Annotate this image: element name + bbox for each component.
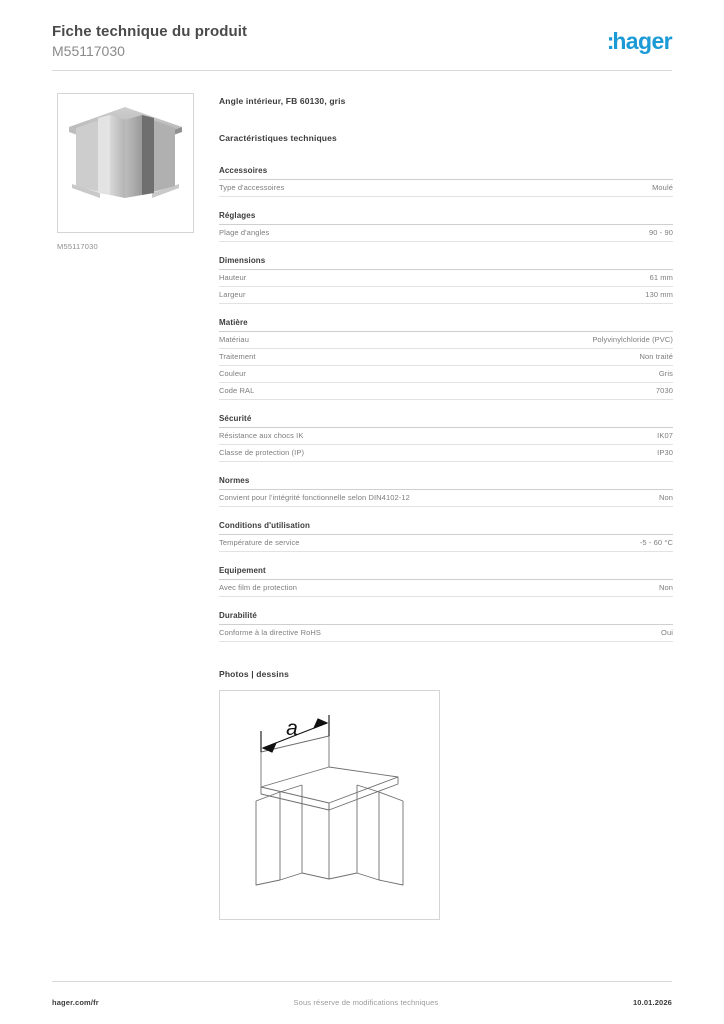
logo-wordmark: hager — [612, 28, 672, 54]
footer-divider — [52, 981, 672, 982]
spec-group — [219, 255, 673, 304]
spec-label: Avec film de protection — [219, 583, 298, 592]
spec-value: 61 mm — [649, 273, 673, 282]
spec-group-header: Durabilité — [219, 610, 673, 625]
spec-row — [219, 332, 673, 349]
spec-value: Non traité — [639, 352, 673, 361]
footer-date: 10.01.2026 — [632, 998, 672, 1007]
spec-row — [219, 366, 673, 383]
page-reference: M55117030 — [52, 43, 125, 59]
spec-group — [219, 165, 673, 197]
hager-logo[interactable] — [607, 28, 672, 54]
spec-label: Conforme à la directive RoHS — [219, 628, 322, 637]
spec-group — [219, 475, 673, 507]
spec-group-header: Accessoires — [219, 165, 673, 180]
spec-group-header: Sécurité — [219, 413, 673, 428]
page-title: Fiche technique du produit — [52, 23, 248, 40]
spec-label: Convient pour l'intégrité fonctionnelle selon DIN4102-12 — [219, 493, 410, 502]
spec-row — [219, 225, 673, 242]
spec-value: IP30 — [657, 448, 673, 457]
spec-value: IK07 — [657, 431, 673, 440]
spec-label: Résistance aux chocs IK — [219, 431, 304, 440]
spec-group-header: Normes — [219, 475, 673, 490]
spec-row — [219, 535, 673, 552]
spec-value: Non — [658, 583, 673, 592]
spec-row — [219, 287, 673, 304]
spec-label: Type d'accessoires — [219, 183, 285, 192]
specs-section-title: Caractéristiques techniques — [219, 133, 337, 143]
spec-row — [219, 180, 673, 197]
logo-colon-icon: : — [606, 28, 613, 54]
spec-row — [219, 625, 673, 642]
spec-group — [219, 317, 673, 400]
spec-value: Gris — [658, 369, 673, 378]
spec-value: 130 mm — [645, 290, 673, 299]
drawings-section-title: Photos | dessins — [219, 669, 289, 679]
spec-group-header: Conditions d'utilisation — [219, 520, 673, 535]
spec-row — [219, 383, 673, 400]
spec-row — [219, 270, 673, 287]
thumbnail-caption: M55117030 — [57, 242, 98, 251]
spec-label: Classe de protection (IP) — [219, 448, 305, 457]
spec-row — [219, 490, 673, 507]
spec-row — [219, 580, 673, 597]
spec-value: Polyvinylchloride (PVC) — [592, 335, 673, 344]
specifications-table — [219, 165, 673, 642]
product-name: Angle intérieur, FB 60130, gris — [219, 96, 346, 106]
spec-value: 7030 — [655, 386, 673, 395]
spec-label: Hauteur — [219, 273, 247, 282]
spec-label: Couleur — [219, 369, 246, 378]
spec-row — [219, 428, 673, 445]
main-content-column — [219, 95, 673, 920]
spec-row — [219, 349, 673, 366]
spec-value: Moulé — [652, 183, 673, 192]
spec-group — [219, 610, 673, 642]
spec-group-header: Dimensions — [219, 255, 673, 270]
spec-label: Température de service — [219, 538, 300, 547]
spec-group-header: Equipement — [219, 565, 673, 580]
page-header — [52, 22, 672, 60]
spec-label: Traitement — [219, 352, 256, 361]
spec-group — [219, 413, 673, 462]
product-thumbnail-frame[interactable] — [57, 93, 194, 233]
product-thumbnail-block — [57, 93, 194, 251]
spec-value: Oui — [661, 628, 673, 637]
spec-label: Code RAL — [219, 386, 255, 395]
spec-group — [219, 565, 673, 597]
spec-value: 90 - 90 — [648, 228, 673, 237]
page-footer — [52, 998, 672, 1007]
dimension-label-a: a — [286, 717, 298, 740]
product-photo-icon — [58, 94, 193, 232]
spec-label: Largeur — [219, 290, 246, 299]
header-divider — [52, 70, 672, 71]
technical-drawing-frame[interactable] — [219, 690, 440, 920]
spec-group — [219, 520, 673, 552]
spec-group — [219, 210, 673, 242]
footer-disclaimer: Sous réserve de modifications techniques — [293, 998, 439, 1007]
spec-value: -5 - 60 °C — [639, 538, 673, 547]
spec-row — [219, 445, 673, 462]
spec-group-header: Matière — [219, 317, 673, 332]
footer-website-link[interactable]: hager.com/fr — [52, 998, 99, 1007]
spec-value: Non — [658, 493, 673, 502]
spec-label: Plage d'angles — [219, 228, 270, 237]
technical-drawing-icon — [220, 691, 439, 919]
spec-label: Matériau — [219, 335, 249, 344]
spec-group-header: Réglages — [219, 210, 673, 225]
